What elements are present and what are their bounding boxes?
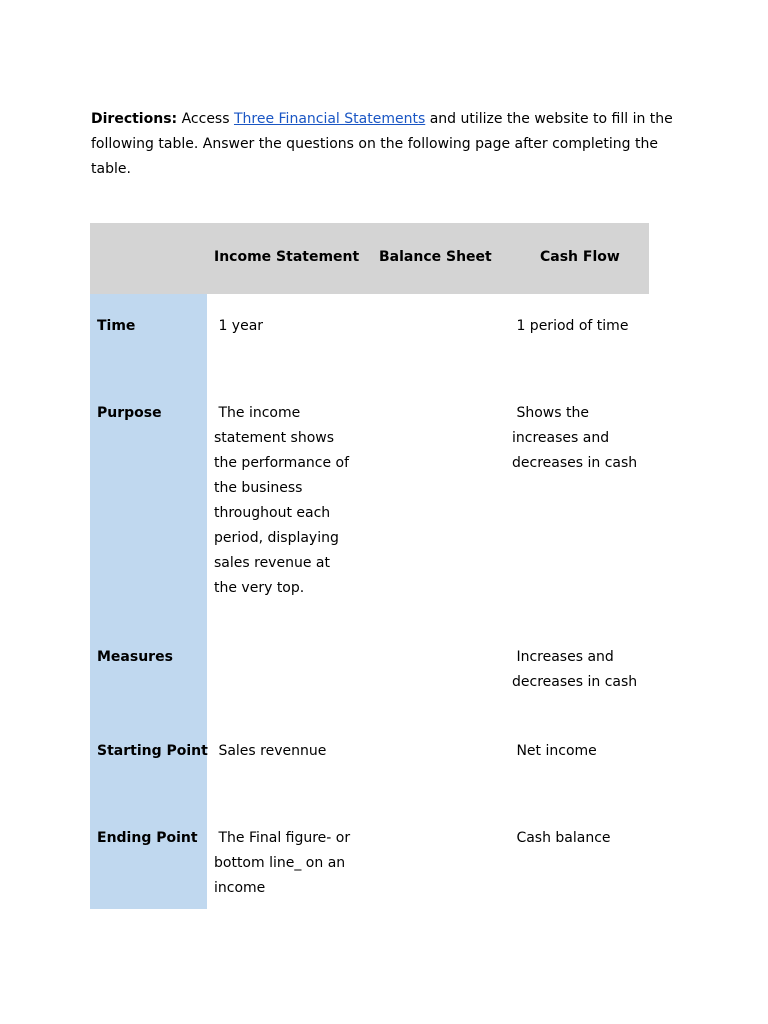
- directions-text-before: Access: [177, 111, 234, 127]
- table-header-row: [90, 223, 649, 294]
- cell-time-cash-flow: 1 period of time: [512, 318, 629, 334]
- directions-paragraph: [91, 107, 691, 182]
- header-balance-sheet: Balance Sheet: [379, 249, 492, 265]
- header-cash-flow: Cash Flow: [540, 249, 620, 265]
- directions-label: Directions:: [91, 111, 178, 127]
- row-label-time: Time: [97, 318, 136, 334]
- cell-starting-point-income-statement: Sales revennue: [214, 743, 327, 759]
- cell-measures-cash-flow: Increases and decreases in cash: [512, 649, 638, 690]
- cell-purpose-income-statement: The income statement shows the performance of the business throughout each period, displaying sales revenue at the very top.: [214, 405, 354, 596]
- row-label-measures: Measures: [97, 649, 173, 665]
- row-label-ending-point: Ending Point: [97, 830, 198, 846]
- directions-text-after: and utilize the website to fill in the following table. Answer the questions on the following page after completing the table.: [91, 111, 673, 177]
- cell-ending-point-income-statement: The Final figure- or bottom line_ on an income: [214, 830, 355, 896]
- row-header-column: [90, 294, 207, 909]
- header-income-statement: Income Statement: [214, 249, 360, 265]
- three-financial-statements-link[interactable]: Three Financial Statements: [233, 111, 426, 127]
- cell-starting-point-cash-flow: Net income: [512, 743, 597, 759]
- cell-ending-point-cash-flow: Cash balance: [512, 830, 611, 846]
- cell-purpose-cash-flow: Shows the increases and decreases in cash: [512, 405, 638, 471]
- row-label-starting-point: Starting Point: [97, 743, 208, 759]
- row-label-purpose: Purpose: [97, 405, 162, 421]
- cell-time-income-statement: 1 year: [214, 318, 264, 334]
